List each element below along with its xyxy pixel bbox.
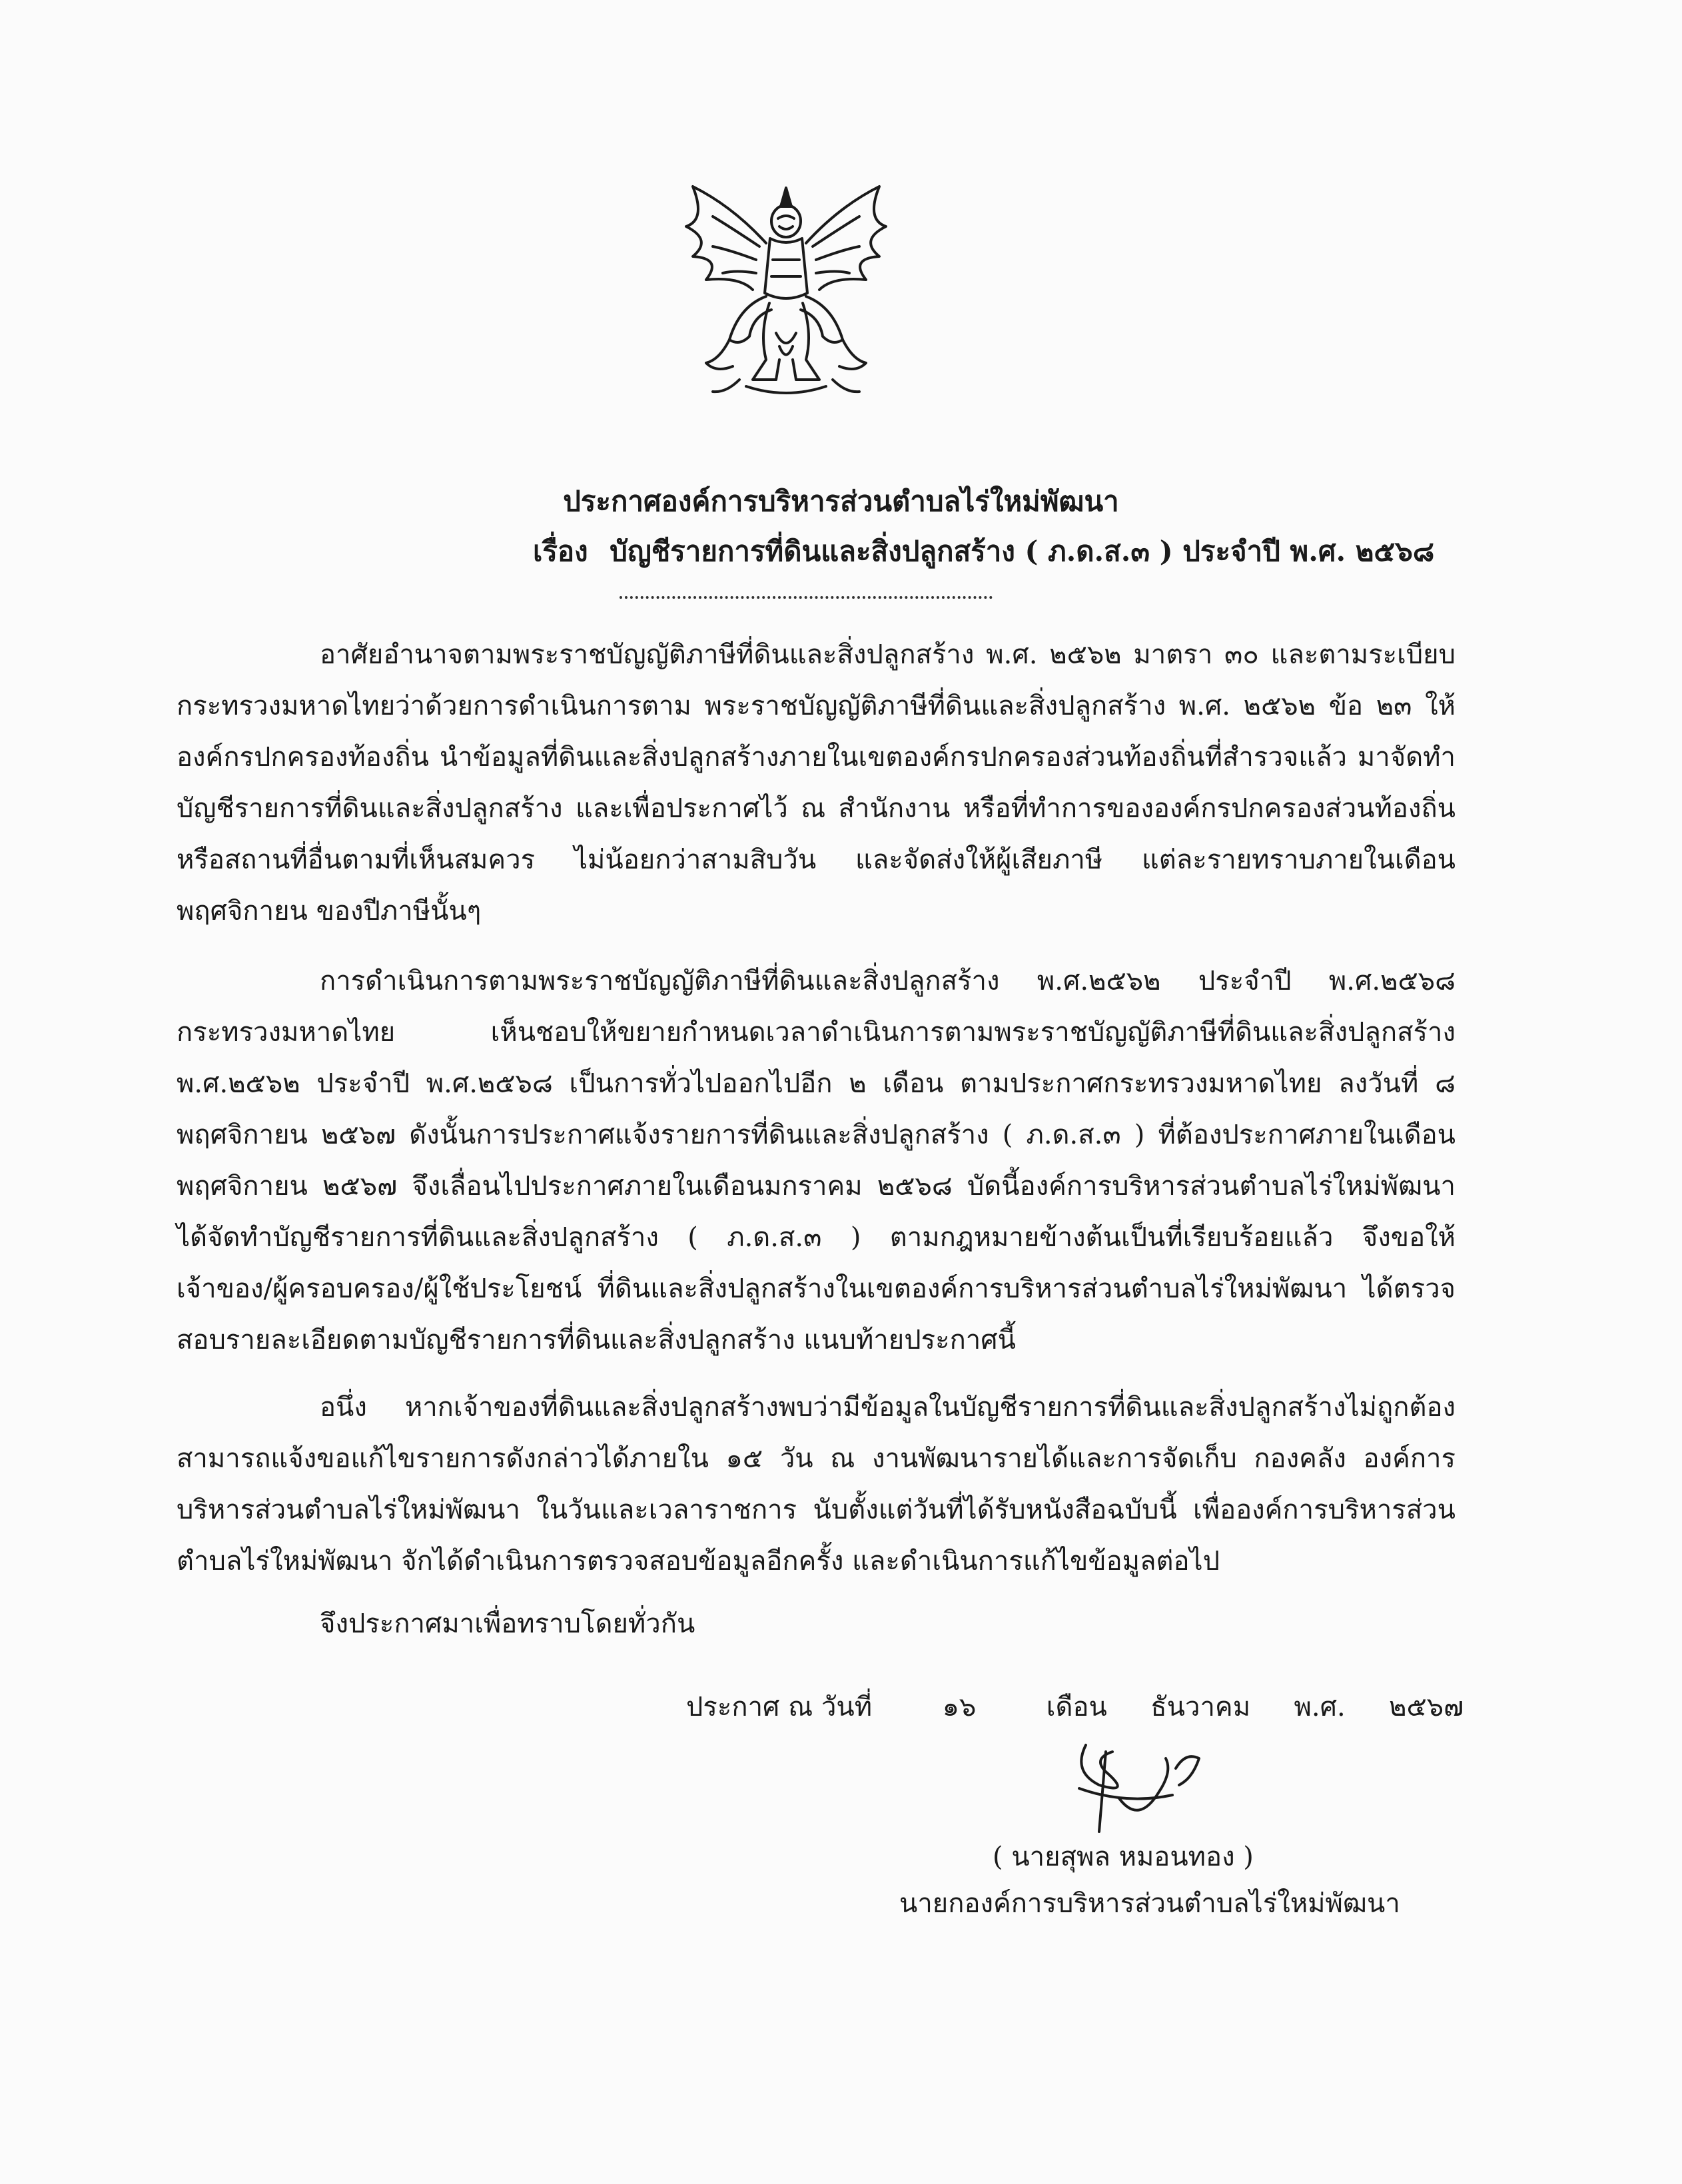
subject-label: เรื่อง [533,535,588,567]
date-year-label: พ.ศ. [1294,1692,1346,1722]
paragraph-2-text: การดำเนินการตามพระราชบัญญัติภาษีที่ดินและสิ่งปลูกสร้าง พ.ศ.๒๕๖๒ ประจำปี พ.ศ.๒๕๖๘ กระทรวงมหาดไทย เห็นชอบให้ขยายกำหนดเวลาดำเนินการตามพระราชบัญญัติภาษีที่ดินและสิ่งปลูกสร้าง พ.ศ.๒๕๖๒ ประจำปี พ.ศ.๒๕๖๘ เป็นการทั่วไปออกไปอีก ๒ เดือน ตามประกาศกระทรวงมหาดไทย ลงวันที่ ๘ พฤศจิกายน ๒๕๖๗ ดังนั้นการประกาศแจ้งรายการที่ดินและสิ่งปลูกสร้าง ( ภ.ด.ส.๓ ) ที่ต้องประกาศภายในเดือนพฤศจิกายน ๒๕๖๗ จึงเลื่อนไปประกาศภายในเดือนมกราคม ๒๕๖๘ บัดนี้องค์การบริหารส่วนตำบลไร่ใหม่พัฒนา ได้จัดทำบัญชีรายการที่ดินและสิ่งปลูกสร้าง ( ภ.ด.ส.๓ ) ตามกฎหมายข้างต้นเป็นที่เรียบร้อยแล้ว จึงขอให้ เจ้าของ/ผู้ครอบครอง/ผู้ใช้ประโยชน์ ที่ดินและสิ่งปลูกสร้างในเขตองค์การบริหารส่วนตำบลไร่ใหม่พัฒนา ได้ตรวจสอบรายละเอียดตามบัญชีรายการที่ดินและสิ่งปลูกสร้าง แนบท้ายประกาศนี้ [177,966,1456,1355]
paragraph-1 [177,629,1456,937]
subject-line [533,526,1434,576]
paragraph-2 [177,956,1456,1366]
announcement-title: ประกาศองค์การบริหารส่วนตำบลไร่ใหม่พัฒนา [563,485,1119,518]
announcement-date [686,1682,1464,1733]
paragraph-1-text: อาศัยอำนาจตามพระราชบัญญัติภาษีที่ดินและสิ่งปลูกสร้าง พ.ศ. ๒๕๖๒ มาตรา ๓๐ และตามระเบียบกระทรวงมหาดไทยว่าด้วยการดำเนินการตาม พระราชบัญญัติภาษีที่ดินและสิ่งปลูกสร้าง พ.ศ. ๒๕๖๒ ข้อ ๒๓ ให้องค์กรปกครองท้องถิ่น นำข้อมูลที่ดินและสิ่งปลูกสร้างภายในเขตองค์กรปกครองส่วนท้องถิ่นที่สำรวจแล้ว มาจัดทำบัญชีรายการที่ดินและสิ่งปลูกสร้าง และเพื่อประกาศไว้ ณ สำนักงาน หรือที่ทำการขององค์กรปกครองส่วนท้องถิ่น หรือสถานที่อื่นตามที่เห็นสมควร ไม่น้อยกว่าสามสิบวัน และจัดส่งให้ผู้เสียภาษี แต่ละรายทราบภายในเดือนพฤศจิกายน ของปีภาษีนั้นๆ [177,639,1456,926]
garuda-emblem-icon [666,180,906,406]
paragraph-3 [177,1382,1456,1587]
date-year: ๒๕๖๗ [1389,1692,1464,1722]
closing-statement: จึงประกาศมาเพื่อทราบโดยทั่วกัน [320,1609,695,1639]
date-month-label: เดือน [1046,1692,1107,1722]
signer-position: นายกองค์การบริหารส่วนตำบลไร่ใหม่พัฒนา [899,1888,1400,1919]
subject-text: บัญชีรายการที่ดินและสิ่งปลูกสร้าง ( ภ.ด.ส.๓ ) ประจำปี พ.ศ. ๒๕๖๘ [610,535,1435,567]
date-day: ๑๖ [942,1692,977,1722]
date-prefix: ประกาศ ณ วันที่ [686,1692,873,1722]
signer-name: ( นายสุพล หมอนทอง ) [993,1842,1254,1872]
paragraph-3-text: อนึ่ง หากเจ้าของที่ดินและสิ่งปลูกสร้างพบว่ามีข้อมูลในบัญชีรายการที่ดินและสิ่งปลูกสร้างไม่ถูกต้อง สามารถแจ้งขอแก้ไขรายการดังกล่าวได้ภายใน ๑๕ วัน ณ งานพัฒนารายได้และการจัดเก็บ กองคลัง องค์การบริหารส่วนตำบลไร่ใหม่พัฒนา ในวันและเวลาราชการ นับตั้งแต่วันที่ได้รับหนังสือฉบับนี้ เพื่อองค์การบริหารส่วนตำบลไร่ใหม่พัฒนา จักได้ดำเนินการตรวจสอบข้อมูลอีกครั้ง และดำเนินการแก้ไขข้อมูลต่อไป [177,1392,1456,1577]
date-month: ธันวาคม [1150,1692,1251,1722]
handwritten-signature-icon [1059,1732,1232,1838]
title-divider [620,596,993,599]
